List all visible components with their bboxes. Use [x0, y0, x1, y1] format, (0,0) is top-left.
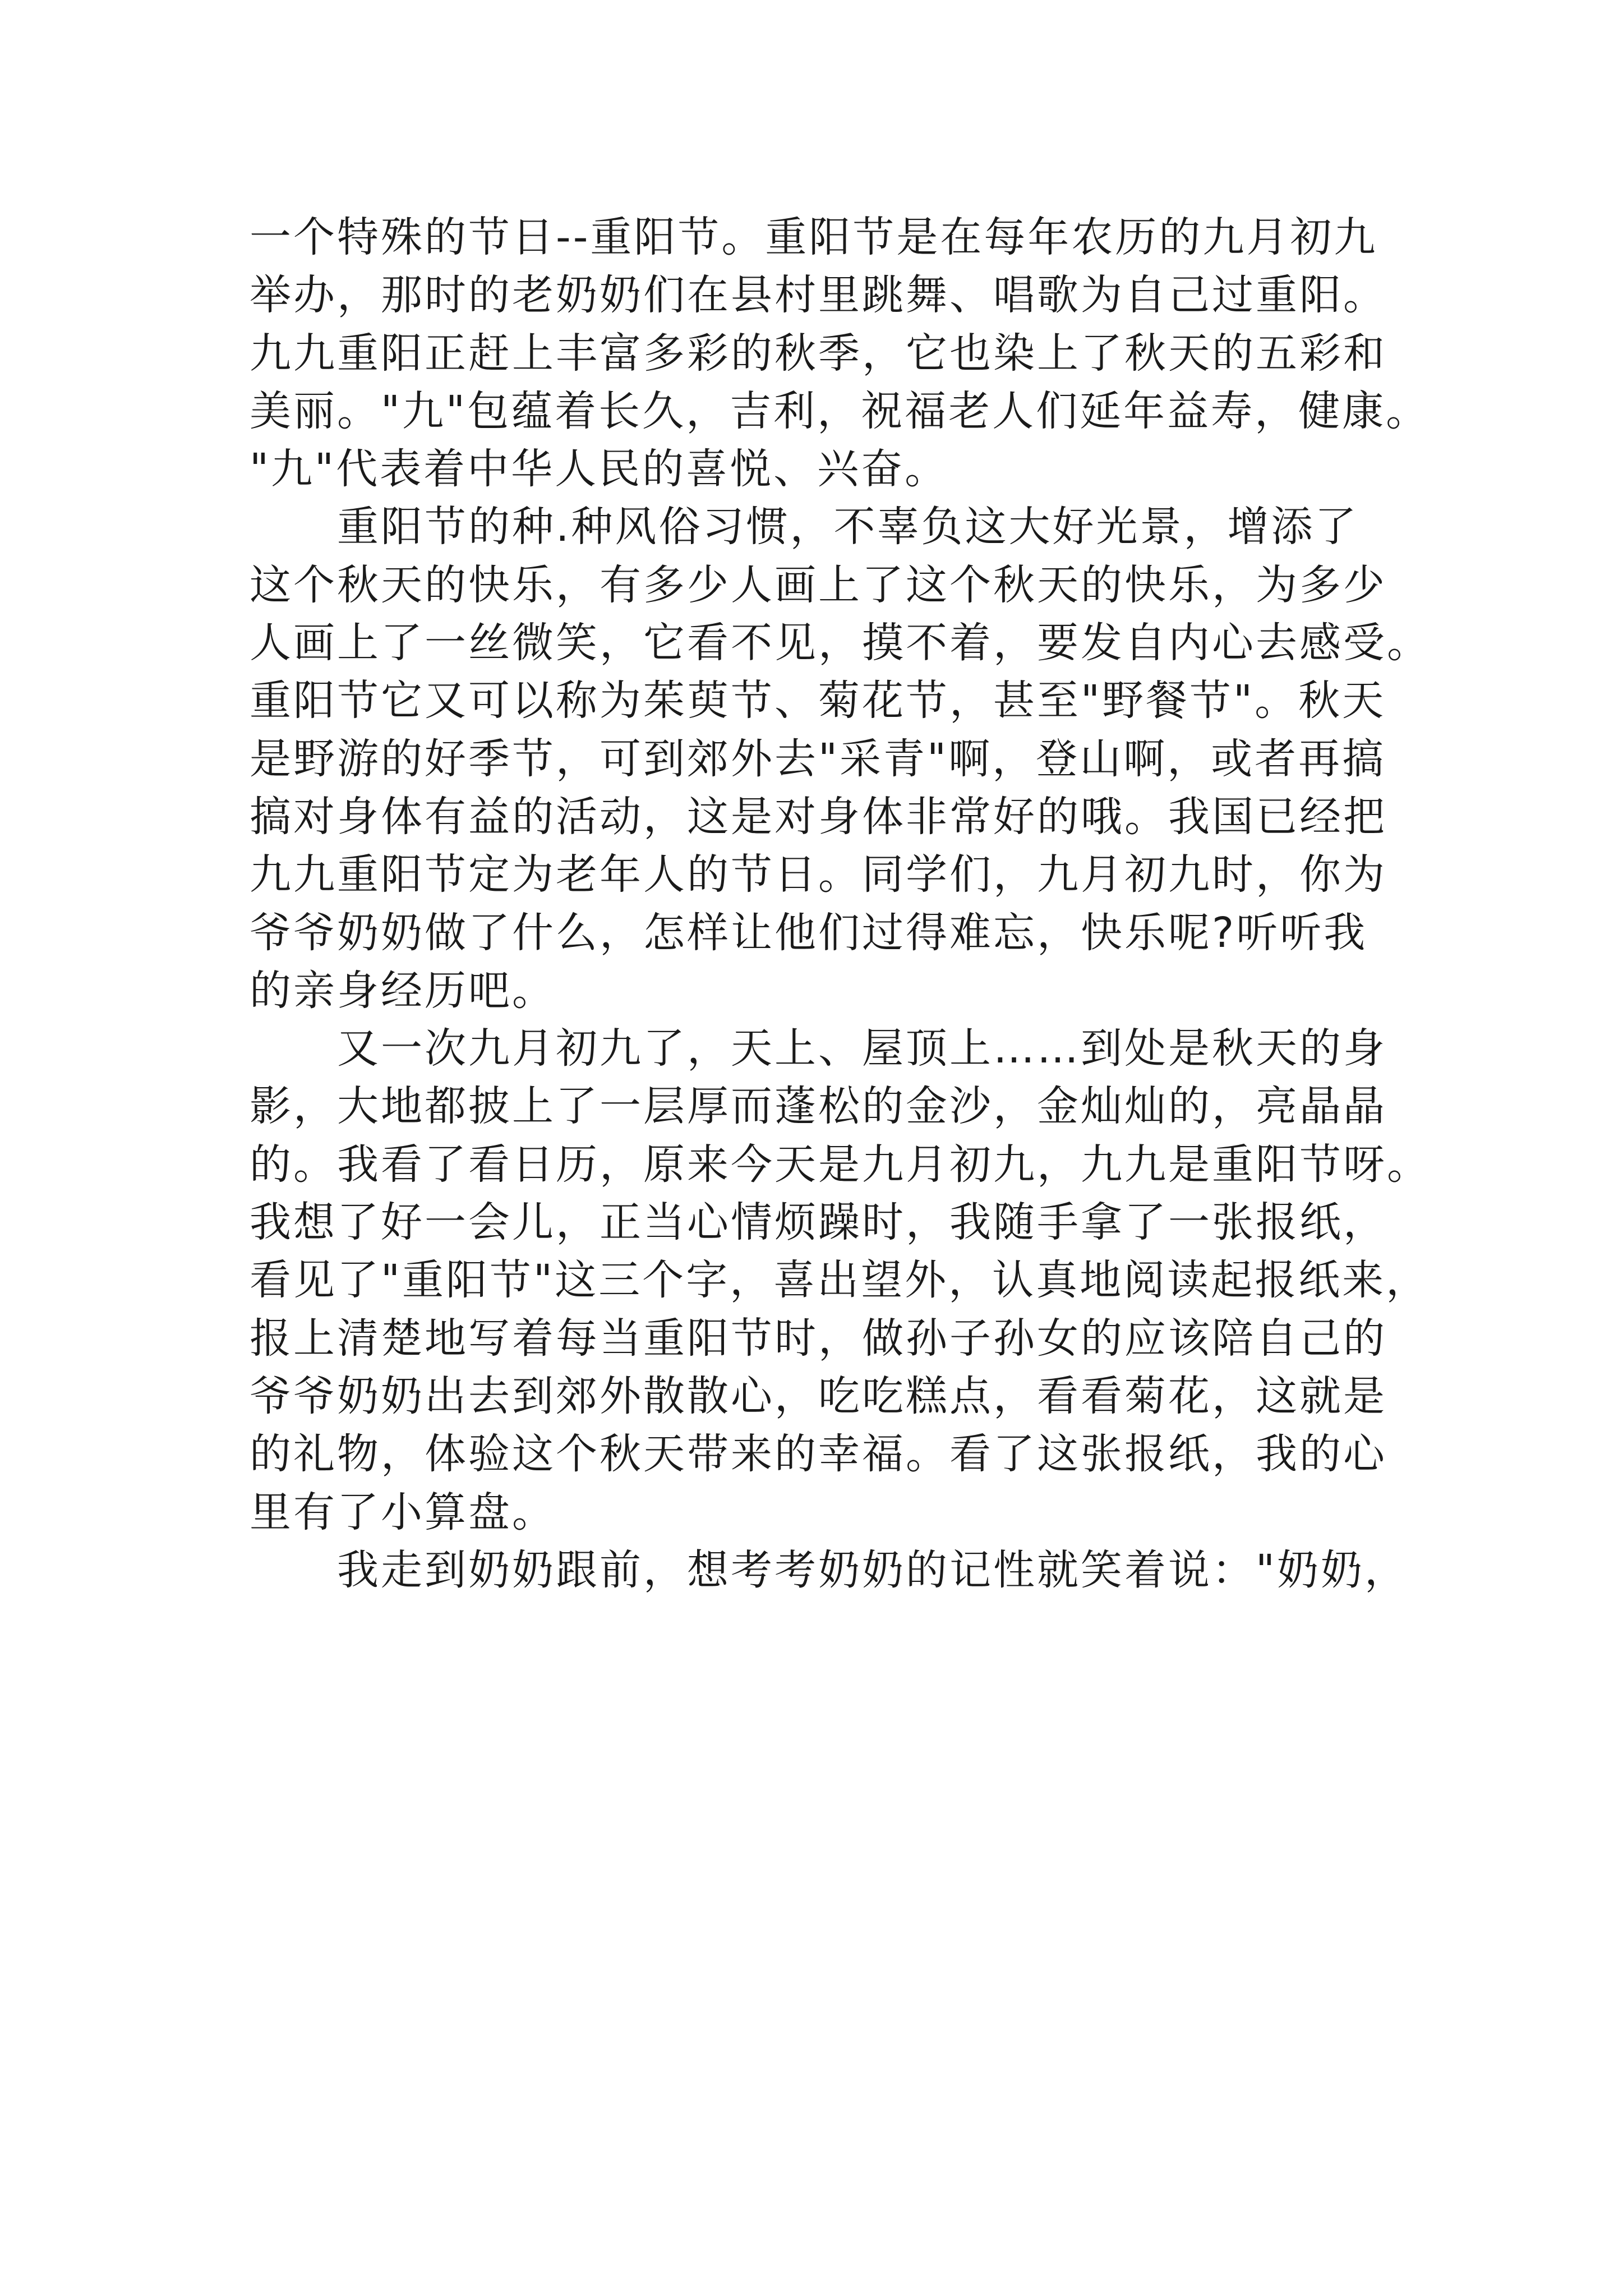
document-body	[250, 209, 1431, 1599]
text-line: 里有了小算盘。	[250, 1488, 556, 1536]
text-line: 报上清楚地写着每当重阳节时，做孙子孙女的应该陪自己的	[250, 1314, 1387, 1363]
text-line: 美丽。"九"包蕴着长久，吉利，祝福老人们延年益寿，健康。	[250, 386, 1430, 435]
text-line: 影，大地都披上了一层厚而蓬松的金沙，金灿灿的，亮晶晶	[250, 1082, 1387, 1131]
text-line: 举办，那时的老奶奶们在县村里跳舞、唱歌为自己过重阳。	[250, 271, 1387, 320]
paragraph	[250, 209, 1430, 498]
text-line: 爷爷奶奶做了什么，怎样让他们过得难忘，快乐呢?听听我	[250, 908, 1368, 957]
text-line: 搞对身体有益的活动，这是对身体非常好的哦。我国已经把	[250, 792, 1387, 841]
text-line: 九九重阳节定为老年人的节日。同学们，九月初九时，你为	[250, 850, 1387, 899]
text-line: 看见了"重阳节"这三个字，喜出望外，认真地阅读起报纸来，	[250, 1256, 1430, 1305]
text-line: 重阳节的种.种风俗习惯，不辜负这大好光景，增添了	[337, 503, 1359, 551]
text-line: 是野游的好季节，可到郊外去"采青"啊，登山啊，或者再搞	[250, 734, 1386, 783]
paragraph	[250, 1020, 1431, 1542]
text-line: 的亲身经历吧。	[250, 966, 556, 1015]
text-line: 九九重阳正赶上丰富多彩的秋季，它也染上了秋天的五彩和	[250, 329, 1387, 378]
text-line: 人画上了一丝微笑，它看不见，摸不着，要发自内心去感受。	[250, 619, 1431, 668]
text-line: 的礼物，体验这个秋天带来的幸福。看了这张报纸，我的心	[250, 1430, 1387, 1479]
paragraph	[250, 1542, 1408, 1599]
text-line: 我走到奶奶跟前，想考考奶奶的记性就笑着说："奶奶，	[337, 1545, 1409, 1594]
text-line: 我想了好一会儿，正当心情烦躁时，我随手拿了一张报纸，	[250, 1198, 1387, 1247]
text-line: 一个特殊的节日--重阳节。重阳节是在每年农历的九月初九	[250, 213, 1378, 261]
text-line: 重阳节它又可以称为茱萸节、菊花节，甚至"野餐节"。秋天	[250, 677, 1386, 725]
text-line: 又一次九月初九了，天上、屋顶上……到处是秋天的身	[337, 1024, 1387, 1073]
text-line: 这个秋天的快乐，有多少人画上了这个秋天的快乐，为多少	[250, 560, 1387, 609]
text-line: "九"代表着中华人民的喜悦、兴奋。	[250, 445, 949, 494]
text-line: 爷爷奶奶出去到郊外散散心，吃吃糕点，看看菊花，这就是	[250, 1372, 1387, 1420]
text-line: 的。我看了看日历，原来今天是九月初九，九九是重阳节呀。	[250, 1140, 1431, 1189]
paragraph	[250, 498, 1431, 1020]
